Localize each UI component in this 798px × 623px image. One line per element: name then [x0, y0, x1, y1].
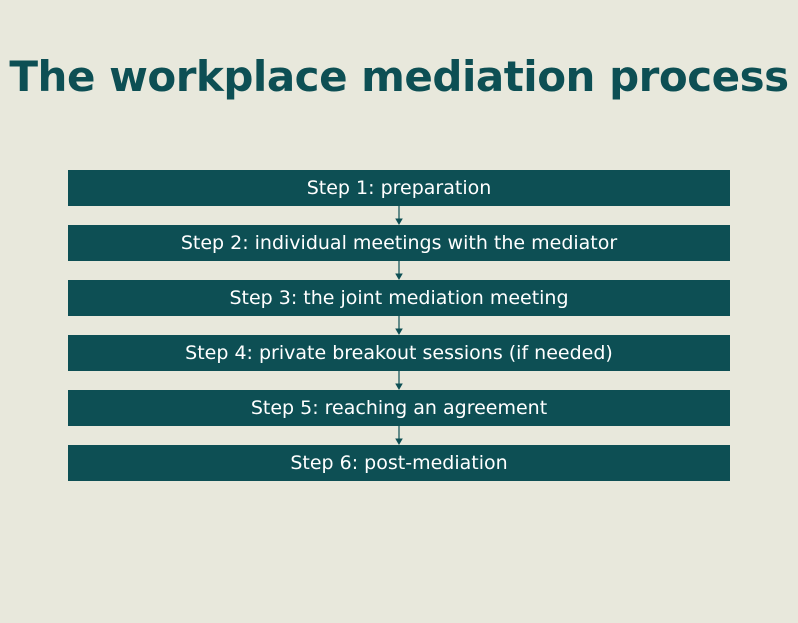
- down-arrow-icon: [392, 316, 406, 335]
- page-title: The workplace mediation process: [9, 52, 789, 101]
- flow-connector-2: [68, 261, 730, 280]
- flow-step-2: Step 2: individual meetings with the mediator: [68, 225, 730, 261]
- flow-step-1: Step 1: preparation: [68, 170, 730, 206]
- down-arrow-icon: [392, 426, 406, 445]
- process-flowchart: [68, 170, 730, 481]
- down-arrow-icon: [392, 371, 406, 390]
- flow-step-5: Step 5: reaching an agreement: [68, 390, 730, 426]
- flow-connector-4: [68, 371, 730, 390]
- down-arrow-icon: [392, 206, 406, 225]
- flow-connector-1: [68, 206, 730, 225]
- flow-connector-3: [68, 316, 730, 335]
- flow-step-6: Step 6: post-mediation: [68, 445, 730, 481]
- flow-connector-5: [68, 426, 730, 445]
- flow-step-4: Step 4: private breakout sessions (if needed): [68, 335, 730, 371]
- down-arrow-icon: [392, 261, 406, 280]
- flow-step-3: Step 3: the joint mediation meeting: [68, 280, 730, 316]
